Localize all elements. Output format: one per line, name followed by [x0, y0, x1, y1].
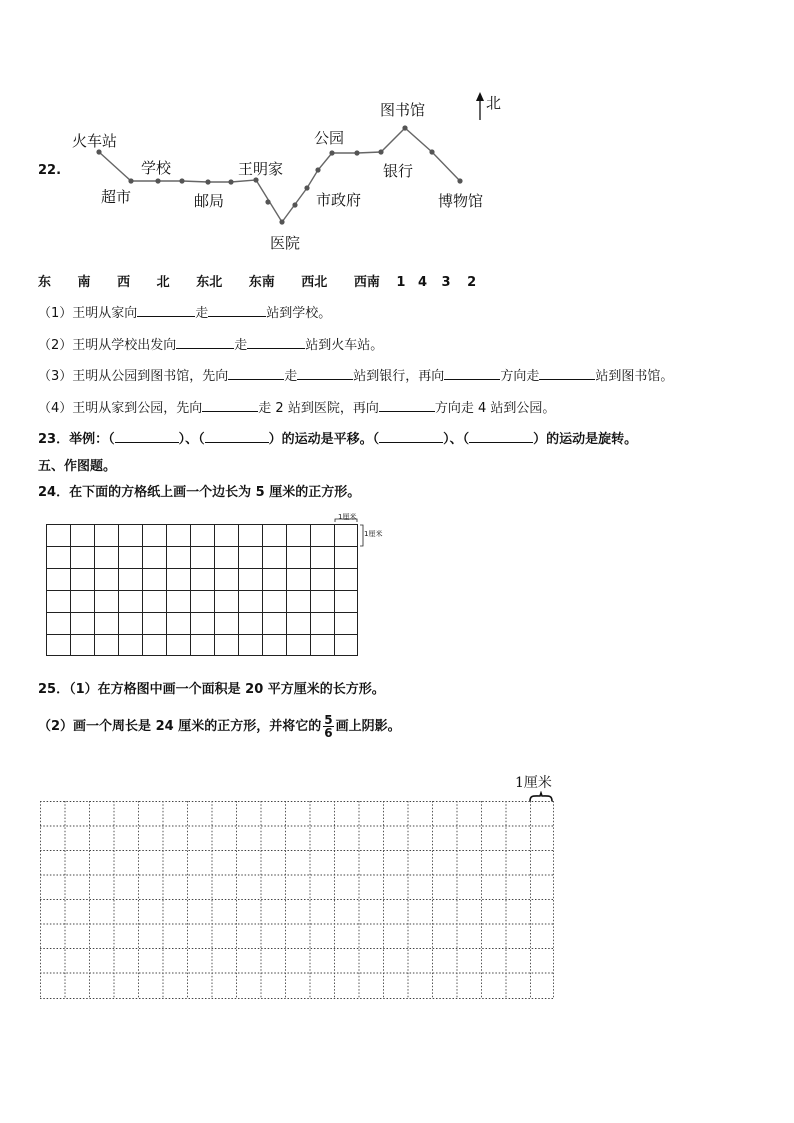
fraction-numerator: 5 — [324, 713, 333, 727]
q24-grid[interactable] — [46, 524, 358, 656]
text: 走 — [234, 338, 248, 353]
station-hospital: 医院 — [270, 234, 301, 252]
option: 西 — [117, 275, 131, 290]
text: （2）王明从学校出发向 — [38, 338, 177, 353]
answer-blank[interactable] — [228, 367, 284, 380]
answer-blank[interactable] — [539, 367, 595, 380]
q24-unit-height: 1厘米 — [364, 530, 383, 538]
text: ）的运动是旋转。 — [533, 432, 638, 447]
answer-blank[interactable] — [247, 336, 305, 349]
text: 23．举例：（ — [38, 432, 115, 447]
route-map — [0, 0, 794, 260]
q23 — [38, 428, 637, 447]
q22-sub4 — [38, 397, 555, 416]
answer-blank[interactable] — [444, 367, 500, 380]
text: （1）王明从家向 — [38, 306, 138, 321]
q25-grid[interactable] — [40, 801, 554, 999]
answer-blank[interactable] — [176, 336, 234, 349]
text: 站到学校。 — [266, 306, 332, 321]
answer-blank[interactable] — [208, 304, 266, 317]
station-post: 邮局 — [194, 192, 225, 210]
q22-number: 22. — [38, 163, 62, 178]
q22-sub2 — [38, 334, 383, 353]
text: 方向走 — [500, 369, 540, 384]
answer-options — [38, 271, 498, 290]
station-supermarket: 超市 — [101, 188, 132, 206]
text: 站到图书馆。 — [595, 369, 674, 384]
station-park: 公园 — [314, 129, 345, 147]
text: ）、（ — [178, 432, 205, 447]
answer-blank[interactable] — [137, 304, 195, 317]
station-train: 火车站 — [72, 132, 118, 150]
text: 站到银行，再向 — [353, 369, 445, 384]
text: 方向走 4 站到公园。 — [434, 401, 556, 416]
text: 走 2 站到医院，再向 — [258, 401, 379, 416]
answer-blank[interactable] — [379, 399, 435, 412]
q22-sub1 — [38, 302, 331, 321]
station-school: 学校 — [141, 159, 172, 177]
answer-blank[interactable] — [379, 430, 443, 443]
section-heading: 五、作图题。 — [38, 459, 117, 474]
q24-text: 24．在下面的方格纸上画一个边长为 5 厘米的正方形。 — [38, 485, 361, 500]
option: 西北 — [301, 275, 328, 290]
text: ）、（ — [443, 432, 470, 447]
q24-unit-width: 1厘米 — [338, 513, 357, 521]
option: 南 — [77, 275, 91, 290]
answer-blank[interactable] — [205, 430, 269, 443]
text: 走 — [195, 306, 209, 321]
option: 西南 — [353, 275, 380, 290]
option: 1 — [396, 275, 406, 290]
option: 3 — [441, 275, 451, 290]
q25-unit-label: 1厘米 — [515, 775, 552, 791]
station-library: 图书馆 — [380, 101, 426, 119]
station-gov: 市政府 — [316, 191, 362, 209]
answer-blank[interactable] — [202, 399, 258, 412]
fraction-denominator: 6 — [324, 726, 333, 740]
route-map-lines — [0, 0, 794, 260]
q22-sub3 — [38, 365, 673, 384]
option: 东南 — [248, 275, 275, 290]
q25-grid-lines — [40, 801, 554, 999]
text: 站到火车站。 — [305, 338, 384, 353]
text: （2）画一个周长是 24 厘米的正方形，并将它的 — [38, 719, 322, 734]
option: 东北 — [196, 275, 223, 290]
answer-blank[interactable] — [469, 430, 533, 443]
text: （4）王明从家到公园，先向 — [38, 401, 203, 416]
fraction-five-sixths — [323, 714, 333, 739]
option: 北 — [156, 275, 170, 290]
option: 4 — [417, 275, 427, 290]
option: 2 — [467, 275, 477, 290]
option: 东 — [38, 275, 52, 290]
text: ）的运动是平移。（ — [268, 432, 380, 447]
q24-grid-lines — [46, 524, 358, 656]
answer-blank[interactable] — [297, 367, 353, 380]
text: 走 — [284, 369, 298, 384]
north-label: 北 — [486, 94, 502, 112]
answer-blank[interactable] — [115, 430, 179, 443]
station-home: 王明家 — [238, 160, 284, 178]
text: （3）王明从公园到图书馆，先向 — [38, 369, 229, 384]
station-museum: 博物馆 — [438, 192, 484, 210]
q25-line2 — [38, 714, 401, 739]
station-bank: 银行 — [383, 162, 414, 180]
q25-line1: 25．（1）在方格图中画一个面积是 20 平方厘米的长方形。 — [38, 682, 385, 697]
text: 画上阴影。 — [335, 719, 401, 734]
